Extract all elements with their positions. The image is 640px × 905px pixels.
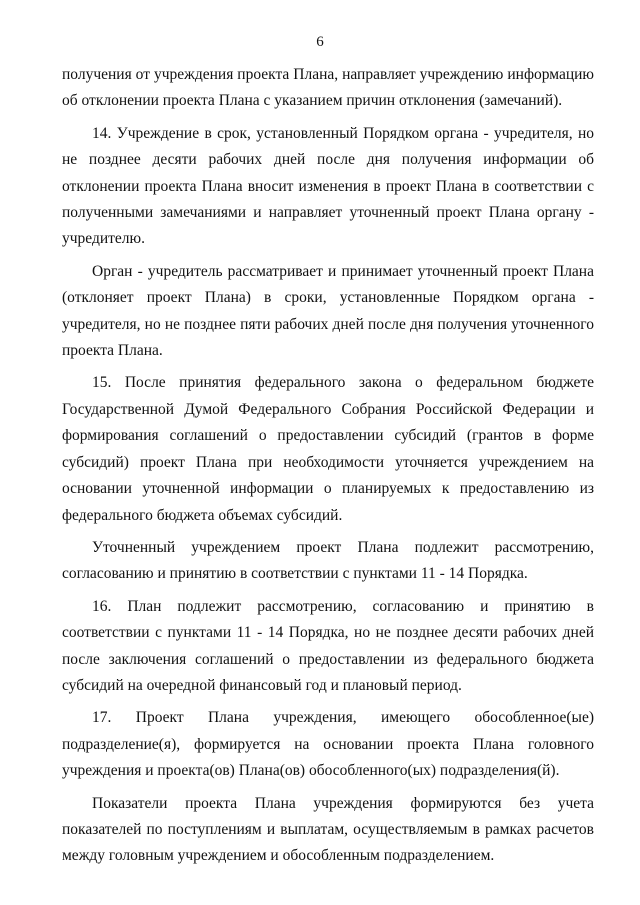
paragraph-item-14: 14. Учреждение в срок, установленный Порядком органа - учредителя, но не позднее десяти рабочих дней после дня получения информации об отклонении проекта Плана вносит изменения в проект Плана в соответствии с полученными замечаниями и направляет уточненный проект Плана органу - учредителю. <box>62 124 594 248</box>
page-number: 6 <box>316 34 324 50</box>
paragraph-refined-plan: Уточненный учреждением проект Плана подлежит рассмотрению, согласованию и принятию в соответствии с пунктами 11 - 14 Порядка. <box>62 538 594 583</box>
paragraph-item-17: 17. Проект Плана учреждения, имеющего обособленное(ые) подразделение(я), формируется на основании проекта Плана головного учреждения и проекта(ов) Плана(ов) обособленного(ых) подразделения(й). <box>62 709 594 780</box>
paragraph-item-15: 15. После принятия федерального закона о федеральном бюджете Государственной Думой Федерального Собрания Российской Федерации и формирования соглашений о предоставлении субсидий (грантов в форме субсидий) проект Плана при необходимости уточняется учреждением на основании уточненной информации о планируемых к предоставлению из федерального бюджета объемах субсидий. <box>62 374 594 524</box>
paragraph-item-16: 16. План подлежит рассмотрению, согласованию и принятию в соответствии с пунктами 11 - 14 Порядка, но не позднее десяти рабочих дней после заключения соглашений о предоставлении из федерального бюджета субсидий на очередной финансовый год и плановый период. <box>62 597 594 694</box>
paragraph-indicators: Показатели проекта Плана учреждения формируются без учета показателей по поступлениям и выплатам, осуществляемым в рамках расчетов между головным учреждением и обособленным подразделением. <box>62 794 594 865</box>
paragraph-founder-review: Орган - учредитель рассматривает и принимает уточненный проект Плана (отклоняет проект Плана) в сроки, установленные Порядком органа - учредителя, но не позднее пяти рабочих дней после дня получения уточненного проекта Плана. <box>62 262 594 360</box>
paragraph-continuation: получения от учреждения проекта Плана, направляет учреждению информацию об отклонении проекта Плана с указанием причин отклонения (замечаний). <box>62 66 594 110</box>
document-body <box>62 62 594 876</box>
